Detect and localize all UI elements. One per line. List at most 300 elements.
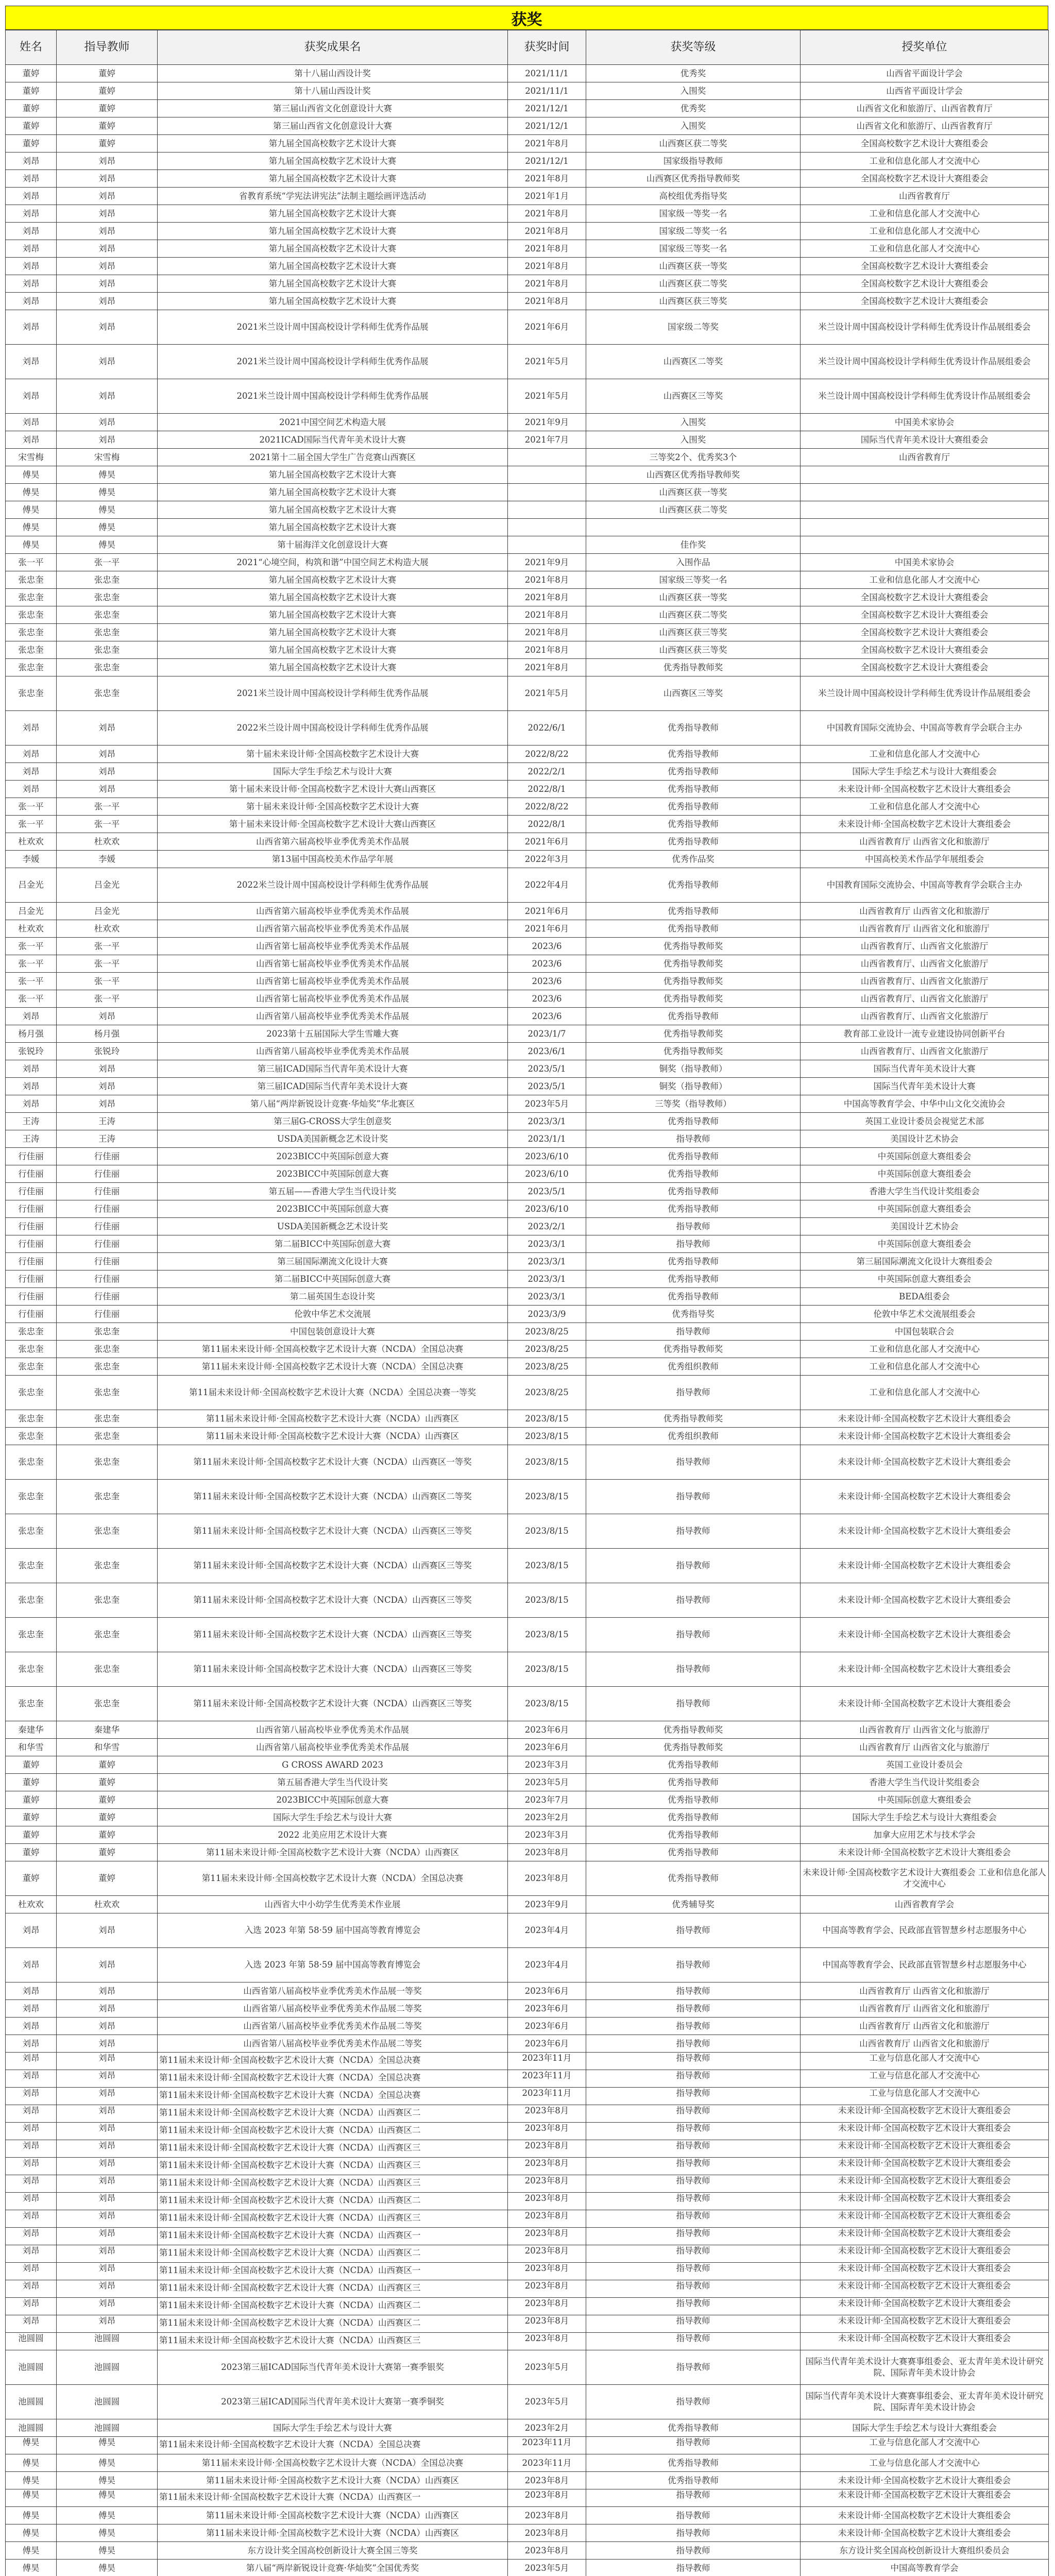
cell-award-level-text: 优秀指导教师 [668, 1291, 719, 1301]
cell-award-date [508, 1200, 586, 1218]
cell-award-date [508, 310, 586, 345]
cell-award-date [508, 763, 586, 781]
cell-issuer-text: 国际大学生手绘艺术与设计大赛组委会 [852, 1812, 997, 1822]
cell-award-date-text: 2023年8月 [524, 2333, 569, 2343]
cell-name [6, 2018, 57, 2035]
cell-advisor [57, 851, 158, 868]
table-row [6, 1583, 1049, 1618]
cell-award-level [586, 1739, 801, 1756]
cell-advisor-text: 刘昂 [98, 173, 115, 183]
cell-award-title-text: 第九届全国高校数字艺术设计大赛 [268, 662, 397, 672]
cell-advisor-text: 刘昂 [98, 191, 115, 201]
cell-advisor [57, 659, 158, 676]
cell-advisor-text: 刘昂 [98, 2141, 115, 2150]
cell-award-date [508, 745, 586, 763]
cell-award-level [586, 240, 801, 258]
cell-issuer [801, 484, 1049, 501]
cell-advisor-text: 董婷 [98, 1794, 115, 1805]
cell-name-text: 董婷 [22, 1829, 40, 1840]
cell-award-title [158, 2437, 508, 2454]
cell-award-level [586, 2280, 801, 2298]
cell-advisor [57, 519, 158, 536]
cell-award-title-text: 山西省第六届高校毕业季优秀美术作品展 [256, 923, 409, 934]
table-row [6, 1130, 1049, 1148]
cell-award-level-text: 优秀指导教师 [668, 1794, 719, 1805]
cell-award-title-text: 第11届未来设计师·全国高校数字艺术设计大赛（NCDA）全国总决赛 [159, 2090, 421, 2100]
cell-issuer [801, 2315, 1049, 2333]
cell-name-text: 张锐玲 [18, 1046, 44, 1056]
cell-award-date-text: 2022年3月 [524, 854, 569, 864]
cell-name-text: 李媛 [22, 854, 40, 864]
cell-award-title-text: 第十届未来设计师·全国高校数字艺术设计大赛山西赛区 [229, 819, 436, 829]
cell-issuer-text: 工业和信息化部人才交流中心 [869, 1361, 980, 1371]
cell-award-date-text: 2023年8月 [524, 2141, 569, 2150]
table-row [6, 2385, 1049, 2419]
cell-advisor [57, 1774, 158, 1791]
table-row [6, 293, 1049, 310]
table-row [6, 449, 1049, 466]
cell-issuer-text: 中国美术家协会 [894, 417, 955, 427]
cell-name [6, 2123, 57, 2140]
cell-name-text: 行佳丽 [18, 1168, 44, 1179]
cell-award-title [158, 571, 508, 589]
cell-award-date-text: 2023年8月 [524, 2475, 569, 2485]
cell-advisor-text: 刘昂 [98, 2228, 115, 2238]
cell-award-level-text: 优秀指导教师 [668, 749, 719, 759]
cell-name [6, 571, 57, 589]
cell-advisor-text: 刘昂 [98, 1098, 115, 1109]
cell-name-text: 董婷 [22, 103, 40, 113]
cell-award-level [586, 851, 801, 868]
cell-award-level-text: 指导教师 [676, 1960, 710, 1970]
cell-award-title-text: 2022 北美应用艺术设计大赛 [278, 1829, 387, 1840]
cell-award-date-text: 2023/6 [532, 1011, 562, 1021]
cell-award-level-text: 指导教师 [676, 1492, 710, 1501]
cell-issuer [801, 2123, 1049, 2140]
cell-issuer [801, 973, 1049, 990]
cell-issuer-text: 中国高等教育学会、民政部直管智慧乡村志愿服务中心 [822, 1925, 1027, 1935]
cell-issuer [801, 501, 1049, 519]
cell-award-date [508, 2158, 586, 2175]
cell-award-level-text: 指导教师 [676, 2528, 710, 2538]
cell-award-date [508, 1060, 586, 1078]
cell-advisor [57, 2088, 158, 2105]
cell-name [6, 1130, 57, 1148]
cell-award-date-text: 2023/8/15 [525, 1561, 569, 1570]
cell-issuer-text: 未来设计师·全国高校数字艺术设计大赛组委会 [838, 1847, 1011, 1857]
cell-name-text: 张忠奎 [18, 1457, 44, 1467]
cell-award-level-text: 国家级三等奖一名 [659, 243, 727, 253]
cell-issuer-text: 山西省教育厅 山西省文化和旅游厅 [859, 906, 990, 916]
cell-advisor-text: 刘昂 [98, 1081, 115, 1091]
cell-advisor [57, 2035, 158, 2053]
cell-advisor [57, 2333, 158, 2350]
cell-award-title-text: 山西省第八届高校毕业季优秀美术作品展一等奖 [243, 1986, 422, 1996]
cell-issuer [801, 1913, 1049, 1948]
cell-name-text: 傅昊 [22, 2563, 40, 2573]
cell-advisor [57, 2070, 158, 2088]
cell-advisor [57, 2000, 158, 2018]
cell-advisor-text: 张忠奎 [94, 1664, 120, 1674]
cell-award-title [158, 2263, 508, 2280]
cell-award-date-text: 2023年5月 [524, 1098, 569, 1109]
cell-issuer-text: 中国高等教育学会、民政部直管智慧乡村志愿服务中心 [822, 1960, 1027, 1970]
table-row [6, 501, 1049, 519]
cell-name [6, 466, 57, 484]
cell-award-level [586, 188, 801, 205]
cell-award-date-text: 2021年6月 [524, 923, 569, 934]
cell-award-date-text: 2021/12/1 [525, 156, 569, 166]
cell-award-level-text: 指导教师 [676, 2298, 710, 2308]
cell-issuer [801, 275, 1049, 293]
cell-advisor-text: 刘昂 [98, 296, 115, 306]
cell-award-date-text: 2021年6月 [524, 906, 569, 916]
cell-name-text: 吕金光 [18, 880, 44, 890]
cell-award-date-text: 2023年4月 [524, 1925, 569, 1935]
cell-award-level [586, 973, 801, 990]
cell-name [6, 205, 57, 223]
cell-award-level-text: 优秀组织教师 [668, 1431, 719, 1441]
cell-name-text: 刘昂 [22, 296, 40, 306]
cell-award-title [158, 2210, 508, 2228]
cell-award-date [508, 589, 586, 606]
cell-award-level [586, 536, 801, 554]
cell-award-date-text: 2021/11/1 [525, 68, 569, 78]
cell-issuer [801, 2193, 1049, 2210]
cell-advisor [57, 1809, 158, 1826]
table-row [6, 2437, 1049, 2454]
cell-award-date-text: 2023/3/1 [528, 1274, 566, 1284]
cell-name [6, 2053, 57, 2070]
table-row [6, 2035, 1049, 2053]
cell-award-title [158, 223, 508, 240]
cell-award-title [158, 1235, 508, 1253]
cell-award-level-text: 指导教师 [676, 1699, 710, 1708]
cell-award-title-text: 第11届未来设计师·全国高校数字艺术设计大赛（NCDA）山西赛区三等奖 [193, 1664, 472, 1674]
cell-award-level-text: 优秀指导教师 [668, 784, 719, 794]
cell-advisor [57, 1113, 158, 1130]
cell-award-date [508, 1183, 586, 1200]
cell-name-text: 刘昂 [22, 2071, 40, 2080]
table-row [6, 1549, 1049, 1583]
table-row [6, 955, 1049, 973]
cell-award-level-text: 指导教师 [676, 1664, 710, 1674]
cell-award-date [508, 1113, 586, 1130]
cell-award-level-text: 指导教师 [676, 2362, 710, 2372]
cell-issuer-text: 教育部工业设计一流专业建设协同创新平台 [843, 1028, 1006, 1039]
cell-advisor-text: 傅昊 [98, 487, 115, 497]
cell-advisor-text: 傅昊 [98, 469, 115, 480]
cell-award-date-text: 2021年8月 [524, 609, 569, 620]
cell-award-title [158, 1113, 508, 1130]
cell-name-text: 刘昂 [22, 2193, 40, 2203]
table-row [6, 1218, 1049, 1235]
cell-award-title-text: 中国包装创意设计大赛 [290, 1326, 375, 1336]
cell-issuer [801, 1809, 1049, 1826]
cell-name [6, 2105, 57, 2123]
cell-name-text: 池圆圆 [18, 2362, 44, 2372]
cell-award-level [586, 1896, 801, 1913]
cell-award-date-text: 2023年8月 [524, 2510, 569, 2520]
cell-award-level-text: 优秀指导教师 [668, 1186, 719, 1196]
table-row [6, 2245, 1049, 2263]
cell-issuer [801, 310, 1049, 345]
cell-award-level [586, 1756, 801, 1774]
cell-advisor-text: 刘昂 [98, 2281, 115, 2291]
cell-issuer-text: 未来设计师·全国高校数字艺术设计大赛组委会 [838, 2228, 1011, 2238]
cell-award-title-text: 第11届未来设计师·全国高校数字艺术设计大赛（NCDA）山西赛区三等奖 [193, 1630, 472, 1639]
cell-advisor-text: 刘昂 [98, 2246, 115, 2256]
cell-advisor [57, 2228, 158, 2245]
cell-award-level [586, 2315, 801, 2333]
cell-issuer-text: 山西省文化和旅游厅、山西省教育厅 [856, 121, 993, 131]
cell-advisor [57, 293, 158, 310]
cell-award-date-text: 2023年6月 [524, 1742, 569, 1752]
cell-name [6, 1687, 57, 1721]
table-row [6, 1445, 1049, 1480]
table-row [6, 2070, 1049, 2088]
cell-award-date [508, 2053, 586, 2070]
cell-award-level-text: 指导教师 [676, 2510, 710, 2520]
cell-issuer-text: 全国高校数字艺术设计大赛组委会 [860, 609, 989, 620]
cell-award-date [508, 1358, 586, 1376]
cell-name-text: 刘昂 [22, 243, 40, 253]
cell-advisor [57, 1913, 158, 1948]
cell-award-date-text: 2023/6/10 [525, 1151, 569, 1161]
cell-award-title [158, 589, 508, 606]
cell-award-title-text: 山西省第六届高校毕业季优秀美术作品展 [256, 836, 409, 846]
cell-advisor-text: 行佳丽 [94, 1186, 120, 1196]
cell-issuer [801, 223, 1049, 240]
cell-award-date-text: 2023/6/10 [525, 1204, 569, 1214]
cell-award-date-text: 2021年8月 [524, 138, 569, 148]
cell-award-date-text: 2021年6月 [524, 836, 569, 846]
table-row [6, 2350, 1049, 2385]
table-row [6, 1687, 1049, 1721]
cell-award-level-text: 国家级二等奖 [668, 322, 719, 332]
cell-issuer [801, 1323, 1049, 1341]
cell-award-level-text: 铜奖（指导教师） [659, 1063, 727, 1074]
cell-issuer-text: 伦敦中华艺术交流展组委会 [873, 1309, 976, 1319]
cell-award-title [158, 1183, 508, 1200]
cell-issuer [801, 1008, 1049, 1025]
cell-award-level [586, 1826, 801, 1844]
cell-issuer-text: 未来设计师·全国高校数字艺术设计大赛组委会 [838, 1431, 1011, 1441]
cell-name-text: 刘昂 [22, 2316, 40, 2326]
cell-advisor-text: 张一平 [94, 801, 120, 811]
cell-award-date [508, 1130, 586, 1148]
cell-name [6, 1982, 57, 2000]
cell-award-date [508, 1861, 586, 1896]
cell-name [6, 920, 57, 938]
cell-name-text: 刘昂 [22, 1986, 40, 1996]
cell-issuer-text: 工业与信息化部人才交流中心 [869, 2071, 980, 2080]
cell-award-date-text: 2023年11月 [522, 2458, 572, 2468]
cell-award-level [586, 955, 801, 973]
cell-award-date-text: 2023年8月 [524, 2246, 569, 2256]
cell-award-title-text: 第11届未来设计师·全国高校数字艺术设计大赛（NCDA）山西赛区一 [159, 2230, 421, 2240]
cell-award-title [158, 1165, 508, 1183]
cell-advisor-text: 刘昂 [98, 766, 115, 776]
cell-name-text: 刘昂 [22, 391, 40, 401]
cell-name-text: 刘昂 [22, 2228, 40, 2238]
cell-name-text: 刘昂 [22, 766, 40, 776]
cell-advisor [57, 1025, 158, 1043]
cell-issuer-text: 中国高等教育学会 [890, 2563, 959, 2573]
cell-award-date [508, 1235, 586, 1253]
cell-name [6, 2070, 57, 2088]
table-row [6, 1982, 1049, 2000]
cell-award-date-text: 2023年8月 [524, 2211, 569, 2221]
cell-advisor-text: 傅昊 [98, 2510, 115, 2520]
cell-issuer-text: 未来设计师·全国高校数字艺术设计大赛组委会 [838, 2246, 1011, 2256]
cell-award-title-text: 第二届BICC中英国际创意大赛 [274, 1239, 391, 1249]
cell-name-text: 刘昂 [22, 1063, 40, 1074]
cell-award-date [508, 1756, 586, 1774]
cell-issuer [801, 2000, 1049, 2018]
table-row [6, 798, 1049, 816]
cell-award-date [508, 868, 586, 903]
cell-issuer-text: 未来设计师·全国高校数字艺术设计大赛组委会 [838, 2316, 1011, 2326]
cell-advisor-text: 张忠奎 [94, 1457, 120, 1467]
cell-advisor [57, 1288, 158, 1306]
cell-award-date [508, 1341, 586, 1358]
cell-award-level [586, 100, 801, 117]
cell-issuer [801, 2018, 1049, 2035]
cell-advisor [57, 152, 158, 170]
cell-name [6, 484, 57, 501]
cell-award-level [586, 345, 801, 379]
cell-award-title-text: 第11届未来设计师·全国高校数字艺术设计大赛（NCDA）山西赛区三等奖 [193, 1595, 472, 1605]
table-row [6, 1358, 1049, 1376]
cell-award-level [586, 1410, 801, 1428]
table-row [6, 1200, 1049, 1218]
cell-advisor [57, 973, 158, 990]
cell-award-date [508, 1323, 586, 1341]
cell-award-title [158, 1982, 508, 2000]
cell-award-level-text: 山西赛区二等奖 [663, 357, 723, 366]
cell-award-title-text: 2023BICC中英国际创意大赛 [276, 1151, 389, 1161]
cell-advisor-text: 张忠奎 [94, 662, 120, 672]
cell-award-date-text: 2022/8/22 [525, 801, 569, 811]
cell-award-level [586, 258, 801, 275]
cell-advisor [57, 2018, 158, 2035]
cell-award-date [508, 2419, 586, 2437]
awards-sheet [5, 6, 1048, 2576]
cell-award-date-text: 2023/3/1 [528, 1291, 566, 1301]
cell-award-title-text: 第九届全国高校数字艺术设计大赛 [268, 522, 397, 532]
cell-issuer-text: 东方设计奖全国高校创新设计大赛组织委员会 [839, 2545, 1010, 2555]
table-row [6, 624, 1049, 641]
cell-award-level [586, 1687, 801, 1721]
cell-award-title-text: 第九届全国高校数字艺术设计大赛 [268, 645, 397, 655]
cell-issuer-text: 中国教育国际交流协会、中国高等教育学会联合主办 [826, 880, 1023, 890]
cell-advisor [57, 2123, 158, 2140]
cell-award-level-text: 优秀指导教师 [668, 1204, 719, 1214]
cell-award-level-text: 优秀指导教师 [668, 1847, 719, 1857]
table-row [6, 833, 1049, 851]
cell-issuer-text: 山西省教育厅 山西省文化和旅游厅 [859, 2038, 990, 2048]
table-row [6, 1739, 1049, 1756]
table-row [6, 1774, 1049, 1791]
cell-award-level [586, 1235, 801, 1253]
cell-advisor [57, 379, 158, 414]
cell-advisor-text: 和华雪 [94, 1742, 120, 1752]
cell-issuer-text: 全国高校数字艺术设计大赛组委会 [860, 261, 989, 271]
cell-award-date [508, 1410, 586, 1428]
cell-advisor [57, 188, 158, 205]
cell-issuer-text: 全国高校数字艺术设计大赛组委会 [860, 278, 989, 289]
cell-award-title [158, 258, 508, 275]
cell-award-date-text: 2021/12/1 [525, 103, 569, 113]
cell-name-text: 行佳丽 [18, 1204, 44, 1214]
cell-award-title [158, 1148, 508, 1165]
cell-advisor-text: 刘昂 [98, 2088, 115, 2098]
cell-name [6, 1253, 57, 1270]
cell-name [6, 2158, 57, 2175]
cell-name-text: 吕金光 [18, 906, 44, 916]
cell-name-text: 张一平 [18, 993, 44, 1004]
cell-award-level [586, 431, 801, 449]
cell-advisor-text: 刘昂 [98, 2071, 115, 2080]
table-row [6, 1721, 1049, 1739]
table-row [6, 65, 1049, 82]
cell-award-level-text: 指导教师 [676, 1457, 710, 1467]
cell-issuer [801, 2280, 1049, 2298]
cell-issuer [801, 2333, 1049, 2350]
cell-award-title-text: 第11届未来设计师·全国高校数字艺术设计大赛（NCDA）山西赛区 [206, 2475, 459, 2485]
cell-award-date-text: 2022/8/22 [525, 749, 569, 759]
cell-issuer [801, 2489, 1049, 2507]
cell-issuer-text: 香港大学生当代设计奖组委会 [869, 1777, 980, 1787]
table-row [6, 100, 1049, 117]
cell-award-title-text: 第五届香港大学生当代设计奖 [277, 1777, 388, 1787]
cell-award-level-text: 优秀指导教师奖 [663, 958, 723, 969]
cell-name-text: 张忠奎 [18, 1387, 44, 1397]
cell-issuer-text: 山西省教育厅 山西省文化和旅游厅 [859, 1986, 990, 1996]
cell-name [6, 2507, 57, 2524]
cell-name [6, 170, 57, 188]
cell-award-title [158, 519, 508, 536]
cell-award-level-text: 指导教师 [676, 2176, 710, 2185]
cell-name-text: 傅昊 [22, 2437, 40, 2447]
cell-advisor-text: 池圆圆 [94, 2362, 120, 2372]
cell-name-text: 张一平 [18, 801, 44, 811]
cell-advisor [57, 2542, 158, 2560]
cell-name-text: 刘昂 [22, 434, 40, 445]
table-row [6, 205, 1049, 223]
cell-award-date [508, 345, 586, 379]
cell-name-text: 傅昊 [22, 469, 40, 480]
table-row [6, 2560, 1049, 2576]
cell-issuer [801, 2053, 1049, 2070]
cell-award-level-text: 国家级二等奖一名 [659, 226, 727, 236]
cell-name-text: 刘昂 [22, 2038, 40, 2048]
cell-award-title-text: 第11届未来设计师·全国高校数字艺术设计大赛（NCDA）山西赛区二 [159, 2248, 421, 2258]
cell-award-level [586, 1183, 801, 1200]
cell-award-level [586, 2035, 801, 2053]
cell-name-text: 刘昂 [22, 1960, 40, 1970]
cell-name [6, 833, 57, 851]
cell-award-date [508, 2035, 586, 2053]
cell-issuer-text: 未来设计师·全国高校数字艺术设计大赛组委会 [838, 1664, 1011, 1674]
cell-name-text: 张忠奎 [18, 592, 44, 602]
cell-award-level [586, 1480, 801, 1514]
cell-advisor-text: 王涛 [98, 1133, 115, 1144]
cell-name-text: 张一平 [18, 941, 44, 951]
table-row [6, 484, 1049, 501]
cell-advisor-text: 傅昊 [98, 2490, 115, 2500]
